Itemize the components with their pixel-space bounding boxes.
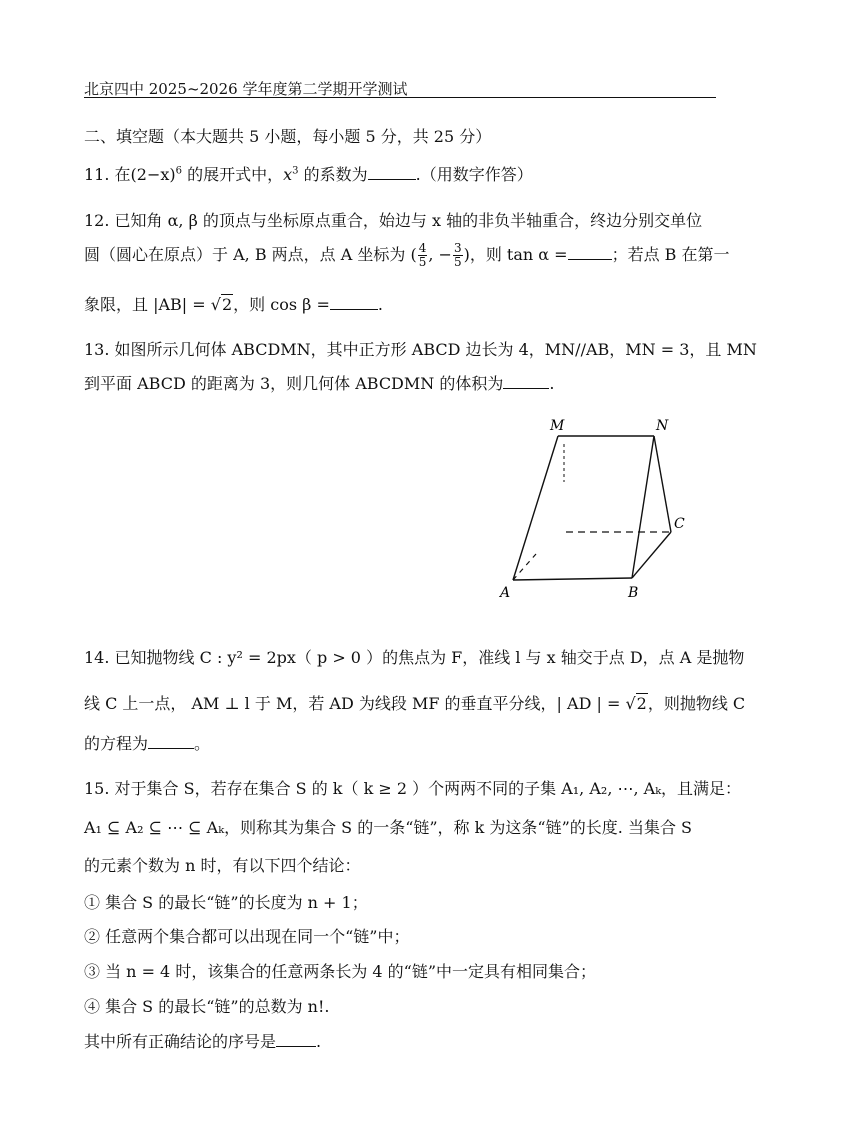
q15-answer-blank[interactable] (276, 1032, 316, 1047)
question-14-line2 (84, 691, 745, 714)
q14-text-d: 。 (194, 734, 211, 753)
geometry-figure (496, 416, 696, 606)
solid-abcdmn-diagram (496, 416, 696, 606)
q15-text-b: . (316, 1032, 322, 1051)
question-14-line3 (84, 731, 210, 754)
label-m: M (550, 418, 565, 434)
q12-text-d: 象限，且 |AB| = √ (84, 295, 221, 314)
question-13-line2 (84, 371, 554, 394)
question-12-line3 (84, 292, 383, 315)
q13-text-a: 到平面 ABCD 的距离为 3，则几何体 ABCDMN 的体积为 (84, 374, 504, 393)
q11-text-f: .（用数字作答） (415, 165, 533, 184)
q12-answer-blank-2[interactable] (330, 295, 378, 310)
q12-text-b: )，则 tan α = (463, 245, 568, 264)
question-14-line1: 14. 已知抛物线 C : y² = 2px（ p > 0 ）的焦点为 F，准线 l 与 x 轴交于点 D，点 A 是抛物 (84, 648, 745, 667)
label-n: N (656, 418, 669, 434)
q12-frac1-num: 4 (418, 241, 427, 255)
q13-text-b: . (549, 374, 555, 393)
q12-answer-blank-1[interactable] (568, 245, 612, 260)
q11-text-c: 的展开式中， (182, 165, 284, 184)
question-15-item-2: ② 任意两个集合都可以出现在同一个“链”中； (84, 927, 410, 946)
q14-text-c: 的方程为 (84, 734, 149, 753)
edge-nc (654, 436, 671, 532)
q12-frac2-den: 5 (453, 255, 462, 269)
q12-text-c: ；若点 B 在第一 (611, 245, 730, 264)
q14-sqrt: 2 (636, 694, 647, 713)
question-15-item-1: ① 集合 S 的最长“链”的长度为 n + 1； (84, 893, 368, 912)
q14-answer-blank[interactable] (148, 734, 194, 749)
question-15-line3: 的元素个数为 n 时，有以下四个结论： (84, 856, 361, 875)
q12-text-mid: , − (428, 245, 452, 264)
q11-text-e: 的系数为 (298, 165, 368, 184)
edge-ab (513, 578, 632, 580)
edge-ma (513, 436, 558, 580)
question-15-item-4: ④ 集合 S 的最长“链”的总数为 n!. (84, 997, 330, 1016)
q11-var-exp: 3 (292, 165, 299, 177)
question-11 (84, 162, 533, 185)
question-15-line2: A₁ ⊆ A₂ ⊆ ⋯ ⊆ Aₖ，则称其为集合 S 的一条“链”，称 k 为这条“链”的长度. 当集合 S (84, 818, 693, 837)
question-12-line1: 12. 已知角 α, β 的顶点与坐标原点重合，始边与 x 轴的非负半轴重合，终边分别交单位 (84, 211, 703, 230)
q14-text-a: 线 C 上一点， AM ⊥ l 于 M，若 AD 为线段 MF 的垂直平分线，| AD | = √ (84, 694, 636, 713)
q12-frac2-num: 3 (453, 241, 462, 255)
page-header: 北京四中 2025~2026 学年度第二学期开学测试 (84, 80, 408, 98)
question-15-item-3: ③ 当 n = 4 时，该集合的任意两条长为 4 的“链”中一定具有相同集合； (84, 962, 597, 981)
q12-text-a: 圆（圆心在原点）于 A, B 两点，点 A 坐标为 ( (84, 245, 417, 264)
q11-binomial-exp: 6 (175, 165, 183, 177)
q12-text-f: . (377, 295, 383, 314)
q14-text-b: ，则抛物线 C (647, 694, 746, 713)
label-c: C (674, 516, 685, 532)
q12-frac-2 (453, 242, 463, 269)
label-b: B (628, 585, 639, 601)
question-15-line1: 15. 对于集合 S，若存在集合 S 的 k（ k ≥ 2 ）个两两不同的子集 A₁, A₂, ⋯, Aₖ，且满足： (84, 779, 742, 798)
q11-text-a: 11. 在 (84, 165, 131, 184)
q15-text-a: 其中所有正确结论的序号是 (84, 1032, 277, 1051)
q12-sqrt: 2 (221, 295, 233, 314)
q12-frac1-den: 5 (418, 255, 427, 269)
q11-binomial: (2−x) (130, 165, 176, 184)
q11-answer-blank[interactable] (368, 165, 416, 180)
section-title: 二、填空题（本大题共 5 小题，每小题 5 分，共 25 分） (84, 127, 492, 146)
q12-text-e: ，则 cos β = (233, 295, 330, 314)
header-rule (84, 97, 716, 98)
label-a: A (500, 585, 511, 601)
question-13-line1: 13. 如图所示几何体 ABCDMN，其中正方形 ABCD 边长为 4，MN//AB，MN = 3，且 MN (84, 340, 757, 359)
question-12-line2 (84, 242, 730, 269)
q12-frac-1 (418, 242, 428, 269)
question-15-final (84, 1029, 321, 1052)
q13-answer-blank[interactable] (503, 374, 549, 389)
q11-var: x (283, 165, 293, 184)
